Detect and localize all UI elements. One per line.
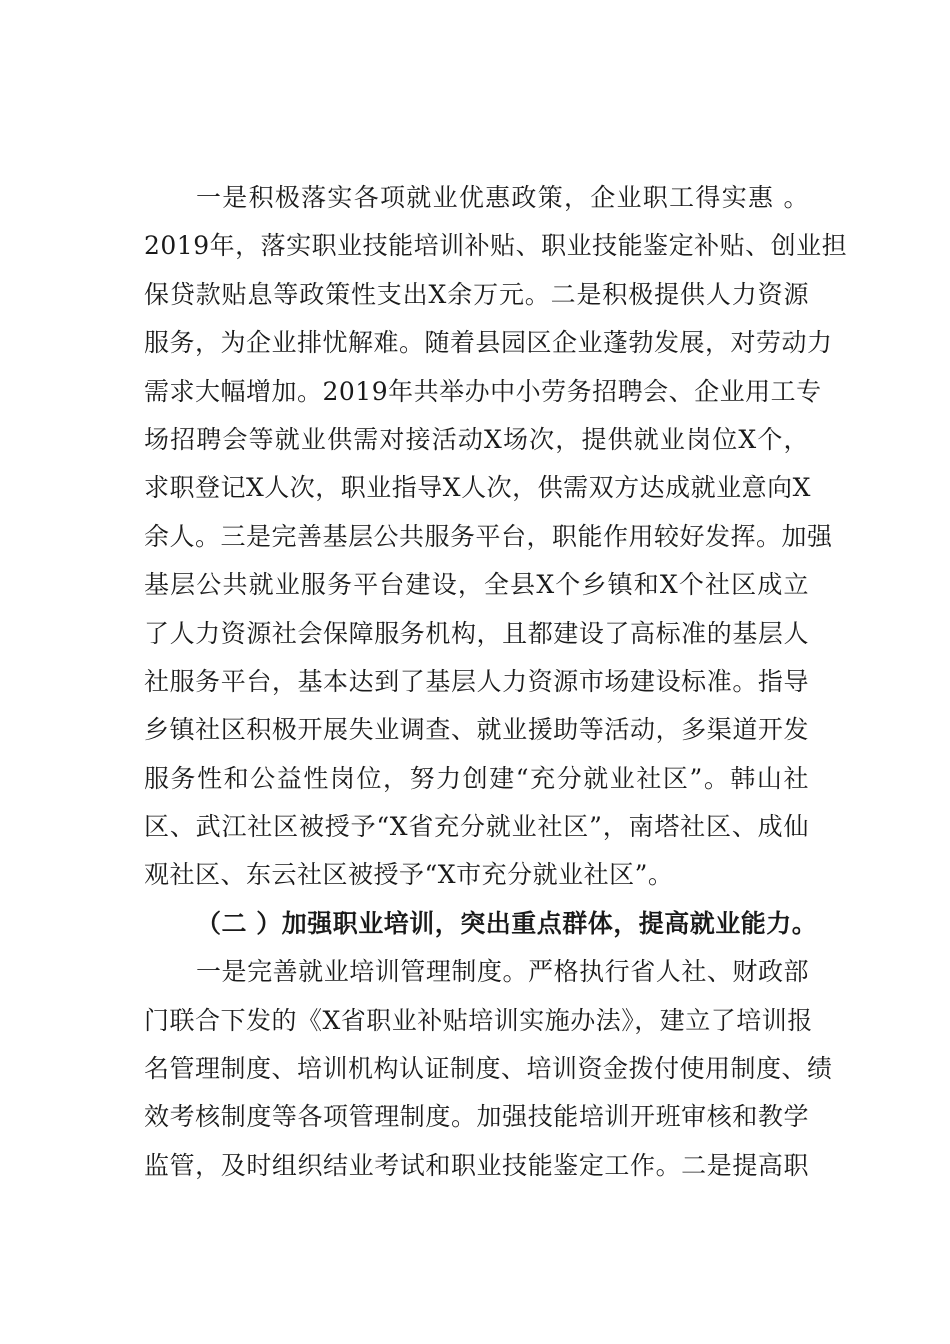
paragraph-line: 2019年，落实职业技能培训补贴、职业技能鉴定补贴、创业担 <box>144 231 848 261</box>
paragraph-line: 了人力资源社会保障服务机构，且都建设了高标准的基层人 <box>144 618 809 648</box>
paragraph-line: 社服务平台，基本达到了基层人力资源市场建设标准。指导 <box>144 666 809 696</box>
paragraph-line: 一是积极落实各项就业优惠政策，企业职工得实惠 。 <box>196 183 809 212</box>
paragraph-line: 监管，及时组织结业考试和职业技能鉴定工作。二是提高职 <box>144 1150 809 1180</box>
paragraph-line: 名管理制度、培训机构认证制度、培训资金拨付使用制度、绩 <box>144 1054 833 1084</box>
paragraph-line: 一是完善就业培训管理制度。严格执行省人社、财政部 <box>196 957 809 987</box>
paragraph-line: 场招聘会等就业供需对接活动X场次，提供就业岗位X个， <box>144 424 809 454</box>
paragraph-line: 效考核制度等各项管理制度。加强技能培训开班审核和教学 <box>144 1102 809 1132</box>
paragraph-line: 门联合下发的《X省职业补贴培训实施办法》，建立了培训报 <box>144 1005 813 1035</box>
paragraph-line: 区、武江社区被授予“X省充分就业社区”，南塔社区、成仙 <box>144 812 809 842</box>
paragraph-line: 服务性和公益性岗位，努力创建“充分就业社区”。韩山社 <box>144 763 809 793</box>
paragraph-line: 服务，为企业排忧解难。随着县园区企业蓬勃发展，对劳动力 <box>144 328 833 358</box>
paragraph-line: 求职登记X人次，职业指导X人次，供需双方达成就业意向X <box>144 473 811 503</box>
paragraph-line: 余人。三是完善基层公共服务平台，职能作用较好发挥。加强 <box>144 521 833 551</box>
paragraph-line: 基层公共就业服务平台建设，全县X个乡镇和X个社区成立 <box>144 570 809 600</box>
paragraph-line: 保贷款贴息等政策性支出X余万元。二是积极提供人力资源 <box>144 279 809 309</box>
paragraph-line: 需求大幅增加。2019年共举办中小劳务招聘会、企业用工专 <box>144 376 822 406</box>
paragraph-line: 观社区、东云社区被授予“X市充分就业社区”。 <box>144 860 674 890</box>
document-body <box>144 174 848 1190</box>
paragraph-line: 乡镇社区积极开展失业调查、就业援助等活动，多渠道开发 <box>144 715 809 745</box>
section-heading: （二 ）加强职业培训，突出重点群体，提高就业能力。 <box>196 908 818 938</box>
